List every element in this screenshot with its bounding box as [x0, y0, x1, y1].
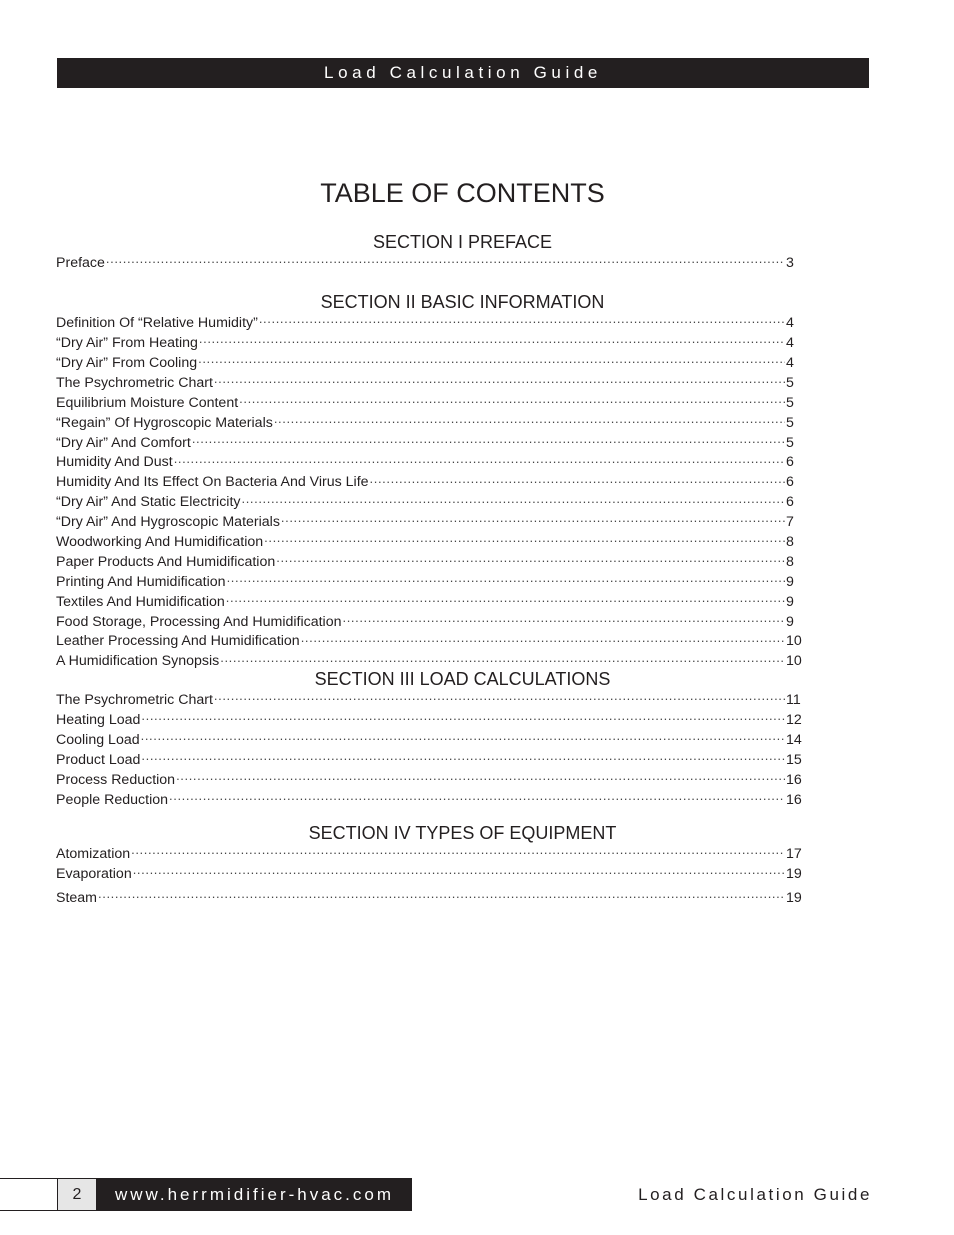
dot-leader [106, 253, 785, 267]
dot-leader [239, 393, 785, 407]
toc-entry-title: Process Reduction [56, 771, 176, 788]
toc-entry-page: 5 [786, 414, 794, 431]
dot-leader [141, 730, 785, 744]
toc-entry-title: A Humidification Synopsis [56, 653, 220, 670]
toc-entry-title: Humidity And Its Effect On Bacteria And Virus Life [56, 474, 369, 491]
toc-entry[interactable] [56, 750, 803, 770]
toc-entry-page: 6 [786, 454, 794, 471]
toc-entry-page: 16 [786, 771, 802, 788]
toc-entry[interactable] [56, 710, 803, 730]
dot-leader [199, 333, 785, 347]
dot-leader [141, 710, 785, 724]
section-heading: SECTION III LOAD CALCULATIONS [314, 669, 611, 689]
toc-entry[interactable] [56, 412, 803, 432]
toc-section-1 [56, 231, 803, 273]
toc-entry[interactable] [56, 532, 803, 552]
toc-entry-page: 19 [786, 889, 802, 906]
toc-entry-page: 15 [786, 751, 802, 768]
toc-entry-title: “Dry Air” From Heating [56, 335, 198, 352]
toc-section-3 [56, 668, 803, 809]
toc-entry-page: 3 [786, 255, 794, 272]
toc-entry[interactable] [56, 591, 803, 611]
toc-entry[interactable] [56, 353, 803, 373]
toc-entry-page: 4 [786, 354, 794, 371]
toc-entry-page: 8 [786, 533, 794, 550]
toc-entry-title: “Dry Air” And Static Electricity [56, 494, 241, 511]
header-title: Load Calculation Guide [324, 63, 602, 82]
toc-entry-page: 9 [786, 573, 794, 590]
dot-leader [241, 492, 785, 506]
toc-entry[interactable] [56, 770, 803, 790]
toc-entry[interactable] [56, 333, 803, 353]
toc-entry-page: 5 [786, 374, 794, 391]
dot-leader [169, 789, 785, 803]
toc-entry-page: 17 [786, 846, 802, 863]
toc-entry[interactable] [56, 572, 803, 592]
toc-entry[interactable] [56, 313, 803, 333]
toc-entry-page: 6 [786, 494, 794, 511]
toc-entry-title: Humidity And Dust [56, 454, 173, 471]
toc-entry-title: The Psychrometric Chart [56, 374, 213, 391]
dot-leader [176, 770, 785, 784]
toc-entry-page: 5 [786, 434, 794, 451]
dot-leader [227, 572, 785, 586]
toc-entry-page: 5 [786, 394, 794, 411]
dot-leader [214, 690, 785, 704]
toc-entry[interactable] [56, 888, 803, 908]
toc-section-2 [56, 291, 803, 671]
toc-entry[interactable] [56, 253, 803, 273]
dot-leader [133, 864, 785, 878]
toc-entry-page: 6 [786, 474, 794, 491]
footer-rule [0, 1178, 57, 1211]
toc-entry-page: 11 [786, 692, 801, 709]
toc-entry-page: 10 [786, 653, 802, 670]
dot-leader [342, 611, 785, 625]
toc-entry-title: Woodworking And Humidification [56, 533, 264, 550]
dot-leader [192, 432, 785, 446]
toc-entry-page: 4 [786, 335, 794, 352]
section-heading: SECTION I PREFACE [372, 232, 553, 252]
footer-guide-title: Load Calculation Guide [638, 1185, 872, 1204]
toc-entry-page: 9 [786, 613, 794, 630]
dot-leader [214, 373, 785, 387]
toc-entry-page: 9 [786, 593, 794, 610]
toc-entry[interactable] [56, 373, 803, 393]
header-bar [57, 58, 869, 88]
dot-leader [141, 750, 785, 764]
dot-leader [264, 532, 785, 546]
dot-leader [174, 452, 785, 466]
toc-entry[interactable] [56, 552, 803, 572]
toc-entry-title: Cooling Load [56, 731, 140, 748]
toc-entry[interactable] [56, 631, 803, 651]
dot-leader [276, 552, 785, 566]
toc-entry[interactable] [56, 472, 803, 492]
toc-entry-title: “Regain” Of Hygroscopic Materials [56, 414, 273, 431]
toc-entry-title: Leather Processing And Humidification [56, 633, 300, 650]
dot-leader [226, 591, 785, 605]
dot-leader [301, 631, 785, 645]
toc-entry[interactable] [56, 492, 803, 512]
page-title: TABLE OF CONTENTS [320, 178, 605, 208]
toc-entry-title: Product Load [56, 751, 141, 768]
toc-entry-title: “Dry Air” And Hygroscopic Materials [56, 514, 280, 531]
dot-leader [220, 651, 785, 665]
toc-entry[interactable] [56, 789, 803, 809]
toc-entry-page: 8 [786, 553, 794, 570]
toc-entry-title: People Reduction [56, 791, 169, 808]
toc-entry-page: 4 [786, 315, 794, 332]
toc-entry-title: Heating Load [56, 712, 141, 729]
toc-entry-title: Paper Products And Humidification [56, 553, 276, 570]
toc-entry-page: 12 [786, 712, 802, 729]
toc-entry-title: “Dry Air” And Comfort [56, 434, 191, 451]
section-heading: SECTION IV TYPES OF EQUIPMENT [308, 823, 617, 843]
dot-leader [198, 353, 785, 367]
dot-leader [98, 888, 785, 902]
dot-leader [281, 512, 785, 526]
toc-entry-page: 14 [786, 731, 802, 748]
toc-entry[interactable] [56, 844, 803, 864]
toc-entry[interactable] [56, 452, 803, 472]
toc-entry-title: Steam [56, 889, 98, 906]
toc-entry-page: 16 [786, 791, 802, 808]
toc-entry-title: Food Storage, Processing And Humidification [56, 613, 342, 630]
toc-entry-title: Printing And Humidification [56, 573, 226, 590]
toc-entry-page: 19 [786, 866, 802, 883]
toc-entry-title: Atomization [56, 846, 131, 863]
toc-entry-title: Equilibrium Moisture Content [56, 394, 239, 411]
toc-entry[interactable] [56, 690, 803, 710]
toc-entry[interactable] [56, 393, 803, 413]
toc-entry-title: Definition Of “Relative Humidity” [56, 315, 258, 332]
toc-section-4 [56, 822, 803, 908]
toc-entry-title: “Dry Air” From Cooling [56, 354, 198, 371]
toc-entry[interactable] [56, 432, 803, 452]
toc-entry-title: The Psychrometric Chart [56, 692, 213, 709]
toc-entry-title: Textiles And Humidification [56, 593, 225, 610]
toc-entry[interactable] [56, 730, 803, 750]
dot-leader [370, 472, 785, 486]
toc-entry-title: Evaporation [56, 866, 132, 883]
toc-entry[interactable] [56, 611, 803, 631]
dot-leader [274, 412, 785, 426]
dot-leader [259, 313, 785, 327]
toc-entry-page: 10 [786, 633, 802, 650]
toc-entry[interactable] [56, 864, 803, 884]
section-heading: SECTION II BASIC INFORMATION [320, 292, 605, 312]
website-link[interactable]: www.herrmidifier-hvac.com [97, 1178, 412, 1211]
dot-leader [131, 844, 785, 858]
page-number: 2 [57, 1178, 97, 1211]
toc-entry[interactable] [56, 512, 803, 532]
toc-entry-title: Preface [56, 255, 105, 272]
toc-entry-page: 7 [786, 514, 794, 531]
